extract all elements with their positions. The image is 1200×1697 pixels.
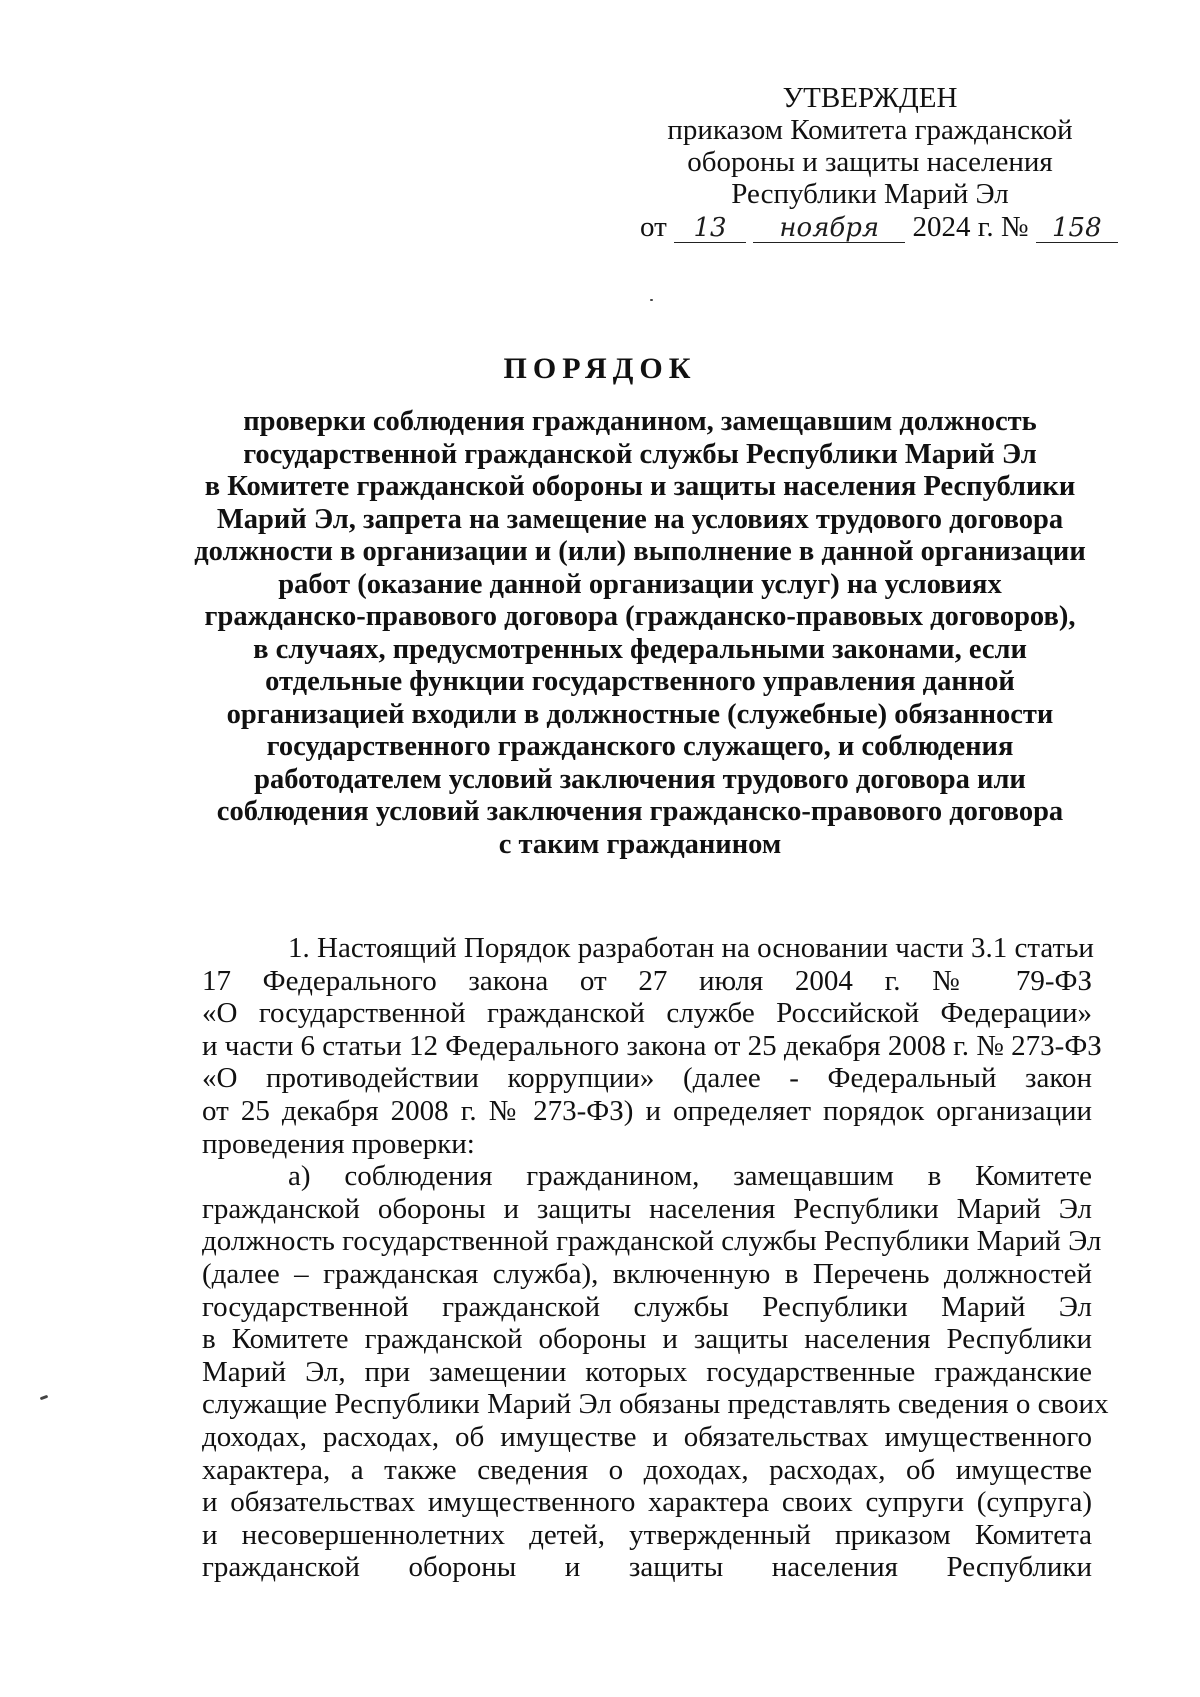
approval-stamp	[640, 82, 1100, 243]
body-line: государственной гражданской службы Республики Марий Эл	[202, 1290, 1092, 1323]
handwritten-month: ноября	[753, 214, 905, 243]
document-body	[202, 932, 1109, 1584]
date-prefix: от	[640, 211, 667, 243]
approval-heading: УТВЕРЖДЕН	[782, 82, 958, 114]
subject-line: государственной гражданской службы Республики Марий Эл	[243, 438, 1037, 470]
body-line: и части 6 статьи 12 Федерального закона от 25 декабря 2008 г. № 273-ФЗ	[202, 1029, 1102, 1062]
body-line: должность государственной гражданской службы Республики Марий Эл	[202, 1225, 1102, 1258]
scan-speck	[650, 299, 653, 301]
subject-line: соблюдения условий заключения гражданско-правового договора	[216, 796, 1064, 827]
subject-line: в Комитете гражданской обороны и защиты населения Республики	[204, 471, 1076, 502]
approval-line-1: приказом Комитета гражданской	[667, 114, 1073, 146]
body-line: и обязательствах имущественного характера своих супруги (супруга)	[202, 1486, 1092, 1519]
body-line: 1. Настоящий Порядок разработан на основании части 3.1 статьи	[288, 932, 1094, 964]
subject-line: государственного гражданского служащего, и соблюдения	[266, 731, 1014, 762]
subject-line: Марий Эл, запрета на замещение на условиях трудового договора	[216, 503, 1064, 535]
body-line: в Комитете гражданской обороны и защиты населения Республики	[202, 1323, 1092, 1356]
body-line: служащие Республики Марий Эл обязаны представлять сведения о своих	[202, 1388, 1109, 1421]
body-line: «О противодействии коррупции» (далее - Федеральный закон	[202, 1062, 1092, 1095]
approval-line-3: Республики Марий Эл	[731, 178, 1009, 210]
subject-line: проверки соблюдения гражданином, замещавшим должность	[243, 406, 1037, 437]
handwritten-day: 13	[674, 214, 746, 243]
subject-line: должности в организации и (или) выполнение в данной организации	[194, 536, 1086, 567]
body-line: от 25 декабря 2008 г. № 273-ФЗ) и определяет порядок организации	[202, 1094, 1092, 1127]
body-line: (далее – гражданская служба), включенную в Перечень должностей	[202, 1257, 1092, 1290]
body-line: гражданской обороны и защиты населения Республики Марий Эл	[202, 1192, 1092, 1225]
body-line: Марий Эл, при замещении которых государственные гражданские	[202, 1355, 1092, 1388]
subject-line: работодателем условий заключения трудового договора или	[254, 763, 1026, 795]
document-subject	[190, 406, 1090, 861]
subject-line: гражданско-правового договора (гражданско-правовых договоров),	[204, 601, 1076, 632]
body-line: и несовершеннолетних детей, утвержденный приказом Комитета	[202, 1518, 1092, 1551]
approval-line-2: обороны и защиты населения	[687, 146, 1053, 178]
body-line: проведения проверки:	[202, 1127, 475, 1160]
scan-speck	[40, 1395, 49, 1401]
body-line: 17 Федерального закона от 27 июля 2004 г. № 79-ФЗ	[202, 964, 1092, 997]
subject-line: работ (оказание данной организации услуг) на условиях	[278, 568, 1002, 600]
subject-line: организацией входили в должностные (служебные) обязанности	[226, 698, 1054, 730]
subject-line: с таким гражданином	[498, 828, 782, 860]
body-line: характера, а также сведения о доходах, расходах, об имуществе	[202, 1453, 1092, 1486]
body-line: гражданской обороны и защиты населения Республики	[202, 1551, 1092, 1584]
date-year: 2024 г. №	[912, 211, 1029, 243]
body-line: а) соблюдения гражданином, замещавшим в Комитете	[288, 1160, 1092, 1193]
approval-date-line	[640, 211, 1100, 243]
document-title: ПОРЯДОК	[503, 352, 697, 385]
subject-line: отдельные функции государственного управления данной	[265, 666, 1015, 697]
body-line: «О государственной гражданской службе Российской Федерации»	[202, 997, 1092, 1030]
body-line: доходах, расходах, об имуществе и обязательствах имущественного	[202, 1420, 1092, 1453]
handwritten-order-number: 158	[1036, 214, 1118, 243]
subject-line: в случаях, предусмотренных федеральными законами, если	[253, 633, 1027, 665]
